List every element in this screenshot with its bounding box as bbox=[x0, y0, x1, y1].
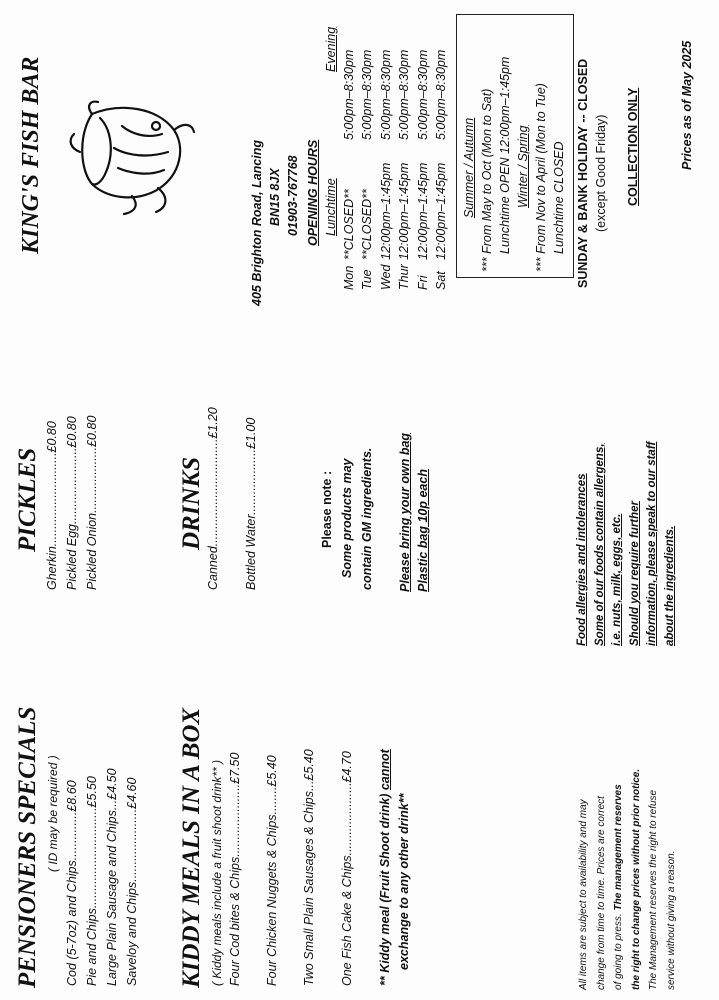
list-item: Pickled Egg......................£0.80 bbox=[65, 416, 79, 590]
drinks-title: DRINKS bbox=[178, 456, 205, 550]
winter-line1: *** From Nov to April (Mon to Tue) bbox=[534, 83, 548, 272]
bag-line2: Plastic bag 10p each bbox=[416, 469, 430, 592]
list-item: Four Chicken Nuggets & Chips........£5.40 bbox=[265, 755, 279, 986]
notice-line2: contain GM ingredients. bbox=[360, 447, 374, 590]
summer-title: Summer / Autumn bbox=[462, 117, 476, 218]
shop-postcode: BN15 8JX bbox=[268, 168, 282, 226]
holiday-line2: (except Good Friday) bbox=[594, 114, 608, 232]
notice-title: Please note : bbox=[320, 470, 334, 548]
pensioners-title: PENSIONERS SPECIALS bbox=[14, 706, 41, 988]
list-item: Bottled Water...................£1.00 bbox=[244, 417, 258, 590]
winter-line2: Lunchtime CLOSED bbox=[552, 141, 566, 254]
kiddy-footnote: ** Kiddy meal (Fruit Shoot drink) cannot bbox=[378, 749, 392, 986]
kiddy-footnote-2: exchange to any other drink** bbox=[397, 793, 411, 970]
allergy-notice: Food allergies and intolerances Some of our foods contain allergens, i.e. nuts, milk, eggs, etc. Should you require further information, please speak to our staff about the ingredients. bbox=[576, 441, 676, 646]
list-item: Four Cod bites & Chips.....................£7.50 bbox=[228, 752, 242, 986]
prices-date: Prices as of May 2025 bbox=[680, 40, 694, 170]
shop-name: KING'S FISH BAR bbox=[18, 56, 44, 254]
hours-row: Tue**CLOSED**5:00pm–8:30pm bbox=[360, 49, 374, 290]
pensioners-list bbox=[62, 768, 142, 986]
bag-line1: Please bring your own bag bbox=[398, 432, 412, 592]
pensioners-note: ( ID may be required ) bbox=[46, 755, 60, 872]
list-item: Cod (5-7oz) and Chips..............£8.60 bbox=[65, 780, 79, 986]
list-item: Gherkin...........................£0.80 bbox=[45, 421, 59, 590]
holiday-line1: SUNDAY & BANK HOLIDAY -- CLOSED bbox=[576, 58, 590, 288]
kiddy-note: ( Kiddy meals include a fruit shoot drink** ) bbox=[210, 759, 224, 986]
pickles-list bbox=[42, 416, 102, 590]
collection-only: COLLECTION ONLY bbox=[626, 87, 640, 206]
list-item: Pie and Chips.............................£5.50 bbox=[85, 776, 99, 986]
hours-row: Mon**CLOSED**5:00pm–8:30pm bbox=[342, 49, 356, 290]
hours-row: Fri12:00pm–1:45pm5:00pm–8:30pm bbox=[416, 49, 430, 290]
hours-row: Wed12:00pm–1:45pm5:00pm–8:30pm bbox=[379, 49, 393, 290]
list-item: One Fish Cake & Chips.....................£4.70 bbox=[340, 751, 354, 986]
fish-logo-icon bbox=[58, 96, 206, 216]
list-item: Saveloy and Chips.....................£4.60 bbox=[125, 777, 139, 986]
disclaimer: All items are subject to availability and may change from time to time. Prices are correct of going to press. The management reserves the right to change prices without prior notice. The Management reserves the right to refuse service without giving a reason. bbox=[578, 768, 677, 990]
hours-row: Thur12:00pm–1:45pm5:00pm–8:30pm bbox=[397, 49, 411, 290]
shop-phone: 01903-767768 bbox=[286, 155, 300, 236]
list-item: Two Small Plain Sausages & Chips...£5.40 bbox=[302, 749, 316, 986]
summer-line2: Lunchtime OPEN 12:00pm–1:45pm bbox=[498, 56, 512, 254]
shop-address: 405 Brighton Road, Lancing bbox=[250, 140, 264, 306]
notice-line1: Some products may bbox=[340, 458, 354, 578]
hours-title: OPENING HOURS bbox=[306, 139, 320, 246]
summer-line1: *** From May to Oct (Mon to Sat) bbox=[480, 88, 494, 272]
pickles-title: PICKLES bbox=[14, 447, 41, 552]
list-item: Canned...............................£1.20 bbox=[206, 407, 220, 590]
hours-row: Sat12:00pm–1:45pm5:00pm–8:30pm bbox=[434, 49, 448, 290]
hours-col-lunch: Lunchtime bbox=[324, 178, 338, 236]
hours-col-evening: Evening bbox=[324, 26, 338, 72]
list-item: Pickled Onion...................£0.80 bbox=[85, 415, 99, 590]
kiddy-title: KIDDY MEALS IN A BOX bbox=[178, 707, 205, 988]
winter-title: Winter / Spring bbox=[516, 125, 530, 208]
list-item: Large Plain Sausage and Chips...£4.50 bbox=[105, 768, 119, 986]
